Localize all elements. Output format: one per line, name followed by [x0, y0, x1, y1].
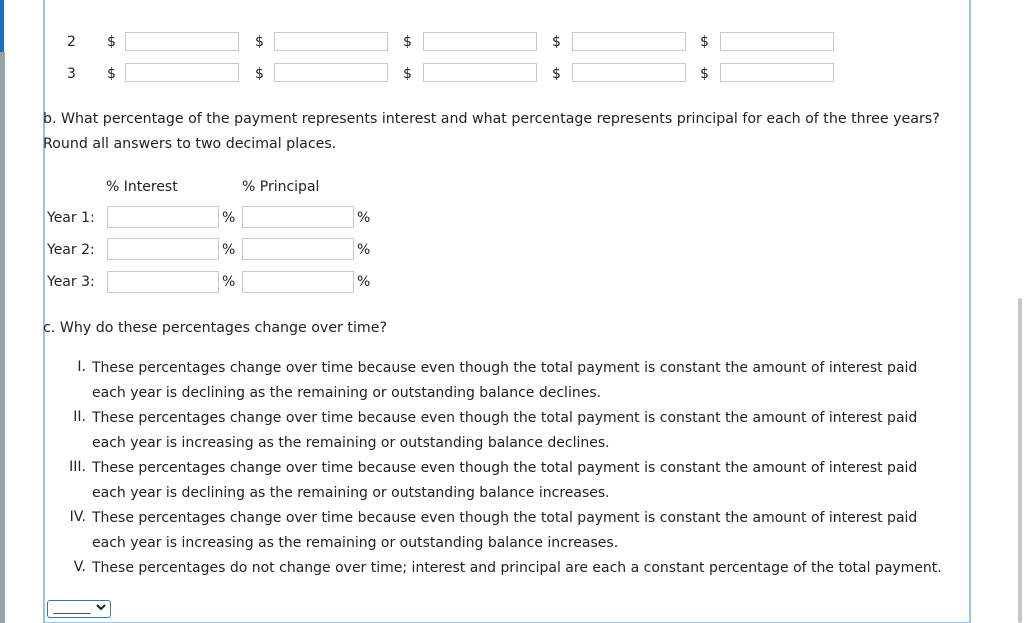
payment-input[interactable]: [125, 32, 239, 51]
percent-unit: %: [357, 210, 371, 226]
option-numeral: III.: [69, 459, 86, 475]
year-label: Year 2:: [47, 242, 95, 258]
part-b-instruction: Round all answers to two decimal places.: [43, 136, 337, 152]
option-text: [92, 356, 962, 406]
remaining-balance-input[interactable]: [720, 63, 834, 82]
part-b-question: b. What percentage of the payment represents interest and what percentage represents principal for each of the three years?: [43, 111, 940, 127]
option-line: These percentages change over time because even though the total payment is constant the amount of interest paid: [92, 410, 918, 426]
currency-symbol: $: [255, 34, 264, 50]
row-number: 3: [67, 66, 76, 82]
year-label: Year 1:: [47, 210, 95, 226]
currency-symbol: $: [700, 34, 709, 50]
balance-reduction-input[interactable]: [572, 32, 686, 51]
interest-percent-input[interactable]: [107, 238, 219, 260]
option-text: [92, 406, 962, 456]
principal-column-header: % Principal: [242, 179, 320, 195]
option-line: each year is declining as the remaining or outstanding balance increases.: [92, 485, 610, 501]
interest-column-header: % Interest: [106, 179, 178, 195]
percent-unit: %: [222, 210, 236, 226]
percent-unit: %: [222, 274, 236, 290]
option-line: each year is increasing as the remaining or outstanding balance increases.: [92, 535, 619, 551]
currency-symbol: $: [403, 34, 412, 50]
payment-input[interactable]: [125, 63, 239, 82]
option-line: each year is declining as the remaining or outstanding balance declines.: [92, 385, 602, 401]
left-edge: [0, 0, 5, 623]
currency-symbol: $: [255, 66, 264, 82]
currency-symbol: $: [552, 34, 561, 50]
option-line: each year is increasing as the remaining or outstanding balance declines.: [92, 435, 610, 451]
remaining-balance-input[interactable]: [720, 32, 834, 51]
option-numeral: I.: [77, 359, 86, 375]
option-line: These percentages change over time because even though the total payment is constant the amount of interest paid: [92, 460, 918, 476]
question-panel: [43, 0, 971, 623]
interest-percent-input[interactable]: [107, 271, 219, 293]
option-numeral: IV.: [69, 509, 86, 525]
page-scrollbar[interactable]: [1018, 298, 1022, 623]
currency-symbol: $: [700, 66, 709, 82]
interest-percent-input[interactable]: [107, 206, 219, 228]
left-accent-bar: [0, 0, 4, 52]
currency-symbol: $: [552, 66, 561, 82]
option-numeral: II.: [73, 409, 86, 425]
interest-input[interactable]: [274, 32, 388, 51]
left-gutter: [0, 52, 5, 623]
principal-percent-input[interactable]: [242, 238, 354, 260]
currency-symbol: $: [403, 66, 412, 82]
option-text: [92, 456, 962, 506]
option-line: These percentages change over time because even though the total payment is constant the amount of interest paid: [92, 360, 918, 376]
option-text: [92, 506, 962, 556]
option-numeral: V.: [73, 559, 86, 575]
option-text: [92, 556, 972, 581]
select-value-placeholder: [53, 613, 91, 614]
row-number: 2: [67, 34, 76, 50]
option-line: These percentages do not change over time; interest and principal are each a constant percentage of the total payment.: [92, 560, 942, 576]
interest-input[interactable]: [274, 63, 388, 82]
principal-input[interactable]: [423, 63, 537, 82]
principal-input[interactable]: [423, 32, 537, 51]
balance-reduction-input[interactable]: [572, 63, 686, 82]
principal-percent-input[interactable]: [242, 271, 354, 293]
chevron-down-icon: [96, 602, 106, 615]
principal-percent-input[interactable]: [242, 206, 354, 228]
option-line: These percentages change over time because even though the total payment is constant the amount of interest paid: [92, 510, 918, 526]
answer-select[interactable]: [47, 600, 111, 618]
year-label: Year 3:: [47, 274, 95, 290]
percent-unit: %: [222, 242, 236, 258]
part-c-question: c. Why do these percentages change over time?: [43, 320, 387, 336]
currency-symbol: $: [107, 34, 116, 50]
percent-unit: %: [357, 242, 371, 258]
percent-unit: %: [357, 274, 371, 290]
currency-symbol: $: [107, 66, 116, 82]
